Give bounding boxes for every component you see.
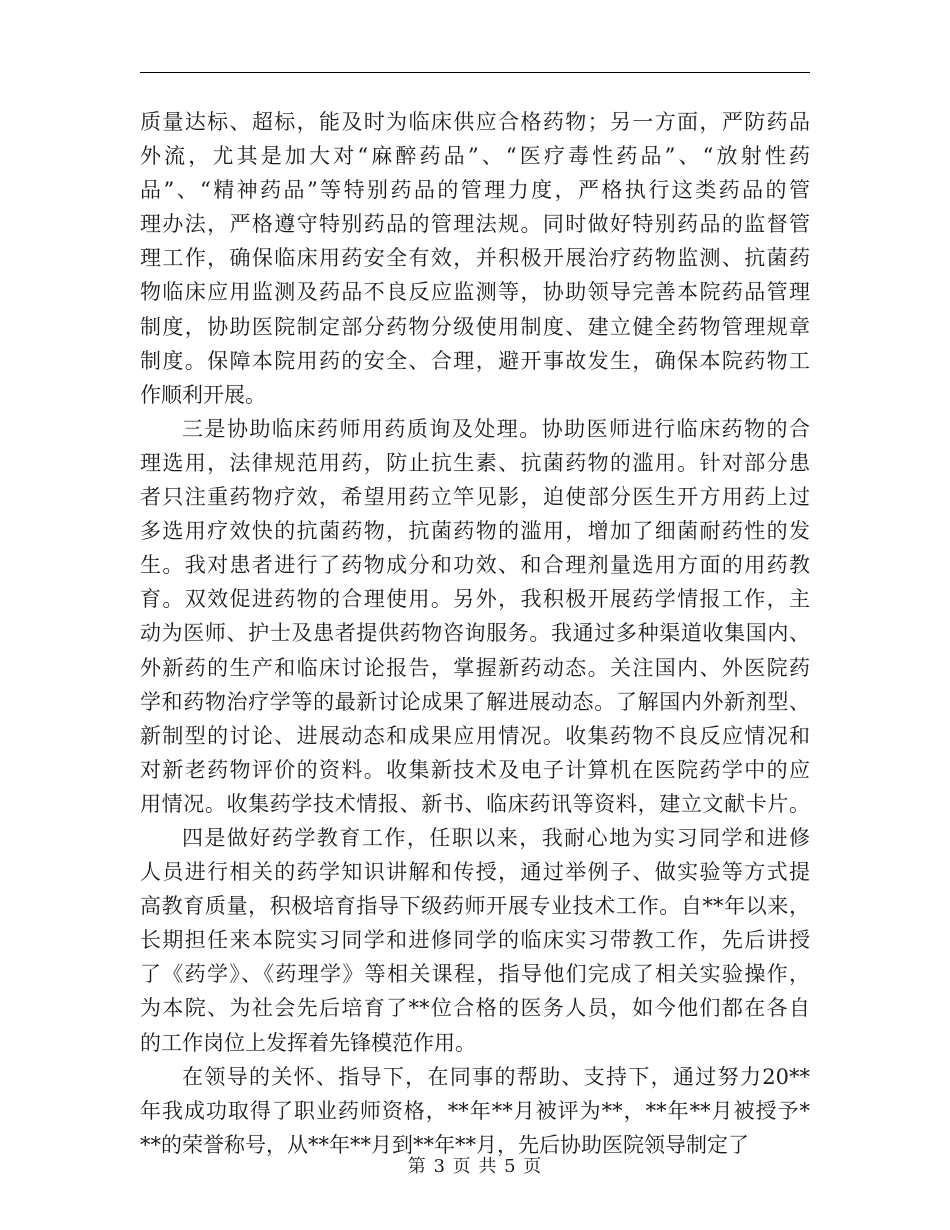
text-line: 对新老药物评价的资料。收集新技术及电子计算机在医院药学中的应 [140,757,810,782]
text-line: 年我成功取得了职业药师资格，**年**月被评为**，**年**月被授予* [140,1098,810,1123]
text-line: 在领导的关怀、指导下，在同事的帮助、支持下，通过努力20** [182,1064,810,1089]
text-line: 动为医师、护士及患者提供药物咨询服务。我通过多种渠道收集国内、 [140,621,810,646]
text-line: 长期担任来本院实习同学和进修同学的临床实习带教工作，先后讲授 [140,928,810,953]
text-line: 外流，尤其是加大对“麻醉药品”、“医疗毒性药品”、“放射性药 [140,144,810,169]
header-rule [140,72,810,73]
text-line: 理办法，严格遵守特别药品的管理法规。同时做好特别药品的监督管 [140,212,810,237]
text-line: 多选用疗效快的抗菌药物，抗菌药物的滥用，增加了细菌耐药性的发 [140,519,810,544]
text-line: 学和药物治疗学等的最新讨论成果了解进展动态。了解国内外新剂型、 [140,689,810,714]
text-line: 的工作岗位上发挥着先锋模范作用。 [140,1030,476,1055]
text-line: 外新药的生产和临床讨论报告，掌握新药动态。关注国内、外医院药 [140,655,810,680]
text-line: 生。我对患者进行了药物成分和功效、和合理剂量选用方面的用药教 [140,553,810,578]
text-line: **的荣誉称号，从**年**月到**年**月，先后协助医院领导制定了 [140,1132,749,1157]
text-line: 制度。保障本院用药的安全、合理，避开事故发生，确保本院药物工 [140,348,810,373]
text-line: 了《药学》、《药理学》等相关课程，指导他们完成了相关实验操作， [140,962,810,987]
text-line: 制度，协助医院制定部分药物分级使用制度、建立健全药物管理规章 [140,314,810,339]
text-line: 高教育质量，积极培育指导下级药师开展专业技术工作。自**年以来， [140,894,810,919]
text-line: 理选用，法律规范用药，防止抗生素、抗菌药物的滥用。针对部分患 [140,450,810,475]
text-line: 三是协助临床药师用药质询及处理。协助医师进行临床药物的合 [182,416,810,441]
text-line: 品”、“精神药品”等特别药品的管理力度，严格执行这类药品的管 [140,178,810,203]
text-line: 物临床应用监测及药品不良反应监测等，协助领导完善本院药品管理 [140,280,810,305]
page-footer: 第 3 页 共 5 页 [407,1156,543,1177]
text-line: 理工作，确保临床用药安全有效，并积极开展治疗药物监测、抗菌药 [140,246,810,271]
text-line: 四是做好药学教育工作，任职以来，我耐心地为实习同学和进修 [182,825,810,850]
text-line: 作顺利开展。 [140,382,266,407]
text-line: 者只注重药物疗效，希望用药立竿见影，迫使部分医生开方用药上过 [140,485,810,510]
text-line: 人员进行相关的药学知识讲解和传授，通过举例子、做实验等方式提 [140,860,810,885]
text-line: 育。双效促进药物的合理使用。另外，我积极开展药学情报工作，主 [140,587,810,612]
text-line: 新制型的讨论、进展动态和成果应用情况。收集药物不良反应情况和 [140,723,810,748]
text-line: 质量达标、超标，能及时为临床供应合格药物；另一方面，严防药品 [140,110,810,134]
text-line: 用情况。收集药学技术情报、新书、临床药讯等资料，建立文献卡片。 [140,791,810,816]
document-body [140,105,810,1162]
text-line: 为本院、为社会先后培育了**位合格的医务人员，如今他们都在各自 [140,996,810,1021]
